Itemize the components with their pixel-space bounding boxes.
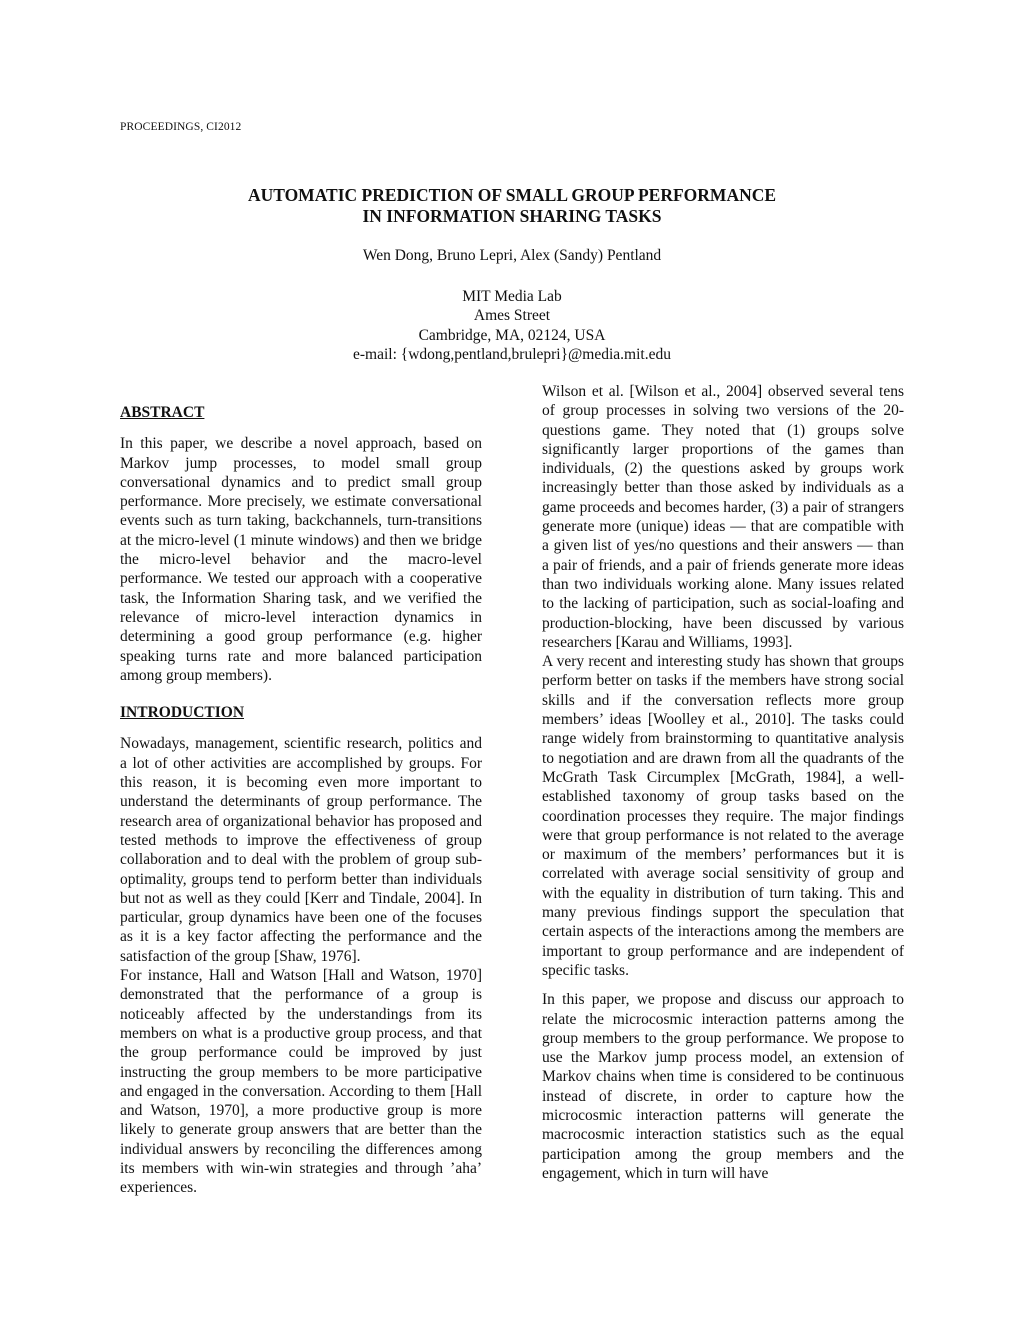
intro-paragraph-2: For instance, Hall and Watson [Hall and Watson, 1970] demonstrated that the performance of a group is noticeably affected by the understandings from its members on what is a productive group process, and that the group performance could be improved by just instructing the group members to be more participative and engaged in the conversation. According to them [Hall and Watson, 1970], a more productive group is more likely to generate group answers that are better than the individual answers by reconciling the differences among its members with win-win strategies and through ’aha’ experiences.: [120, 967, 482, 1197]
abstract-text: In this paper, we describe a novel approach, based on Markov jump processes, to model small group conversational dynamics and to predict small group performance. More precisely, we estimate conversational events such as turn taking, backchannels, turn-transitions at the micro-level (1 minute windows) and then we bridge the micro-level behavior and the macro-level performance. We tested our approach with a cooperative task, the Information Sharing task, and we verified the relevance of micro-level interaction dynamics in determining a good group performance (e.g. higher speaking turns rate and more balanced participation among group members).: [120, 435, 482, 684]
affiliation-line-1: MIT Media Lab: [462, 288, 562, 305]
left-column: [120, 403, 482, 1198]
abstract-heading: ABSTRACT: [120, 404, 205, 421]
intro-paragraph-3: Wilson et al. [Wilson et al., 2004] observed several tens of group processes in solving two versions of the 20-questions game. They noted that (1) groups solve significantly larger proportions of the games than individuals, (2) the questions asked by groups work increasingly better than those asked by individuals as a game proceeds and becomes harder, (3) a pair of strangers generate more (unique) ideas — that are compatible with a given list of yes/no questions and their answers — than a pair of friends, and a pair of friends generate more ideas than two individuals working alone. Many issues related to the lacking of participation, such as social-loafing and production-blocking, have been discussed by various researchers [Karau and Williams, 1993].: [542, 383, 904, 651]
title-line-1: AUTOMATIC PREDICTION OF SMALL GROUP PERFORMANCE: [247, 185, 777, 205]
intro-paragraph-5: In this paper, we propose and discuss our approach to relate the microcosmic interaction patterns among the group members to the group performance. We propose to use the Markov jump process model, an extension of Markov chains when time is considered to be continuous instead of discrete, in order to capture how the microcosmic interaction patterns will generate the macrocosmic interaction statistics such as the equal participation among the group members and the engagement, which in turn will have: [542, 991, 904, 1182]
right-column: [542, 382, 904, 1183]
title-line-2: IN INFORMATION SHARING TASKS: [362, 206, 662, 226]
intro-paragraph-1: Nowadays, management, scientific research, politics and a lot of other activities are accomplished by groups. For this reason, it is becoming even more important to understand the determinants of group performance. The research area of organizational behavior has proposed and tested methods to improve the effectiveness of group collaboration and to deal with the problem of group sub-optimality, groups tend to perform better than individuals but not as well as they could [Kerr and Tindale, 2004]. In particular, group dynamics have been one of the focuses as it is a key factor affecting the performance and the satisfaction of the group [Shaw, 1976].: [120, 735, 482, 965]
running-head: PROCEEDINGS, CI2012: [120, 121, 242, 133]
authors: Wen Dong, Bruno Lepri, Alex (Sandy) Pentland: [362, 247, 662, 264]
intro-paragraph-4: A very recent and interesting study has shown that groups perform better on tasks if the members have strong social skills and if the conversation reflects more group members’ ideas [Woolley et al., 2010]. The tasks could range widely from brainstorming to quantitative analysis to negotiation and are drawn from all the quadrants of the McGrath Task Circumplex [McGrath, 1984], a well-established taxonomy of group tasks based on the coordination processes they require. The major findings were that group performance is not related to the average or maximum of the members’ performances but it is correlated with average social sensitivity of group and with the equality in distribution of turn taking. This and many previous findings support the speculation that certain aspects of the interactions among the members are important to group performance and are independent of specific tasks.: [542, 653, 904, 979]
affiliation: [0, 287, 1024, 364]
paper-title: [0, 185, 1024, 227]
introduction-heading: INTRODUCTION: [120, 704, 245, 722]
affiliation-line-2: Ames Street: [473, 307, 551, 325]
affiliation-line-3: Cambridge, MA, 02124, USA: [418, 326, 606, 344]
affiliation-email: e-mail: {wdong,pentland,brulepri}@media.mit.edu: [353, 345, 671, 363]
